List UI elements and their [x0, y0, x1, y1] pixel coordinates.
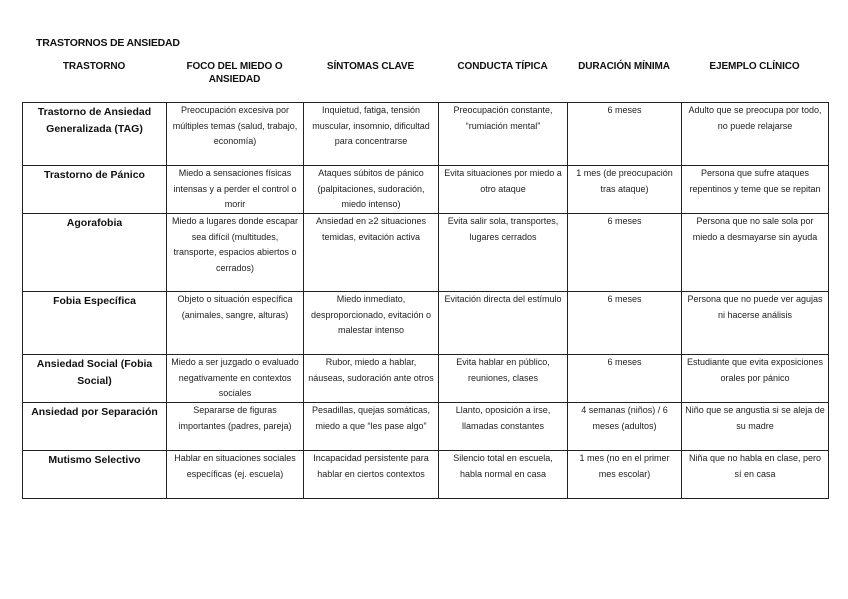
symptoms-cell: Inquietud, fatiga, tensión muscular, insomnio, dificultad para concentrarse [304, 103, 439, 166]
column-header-conducta: CONDUCTA TÍPICA [457, 61, 548, 72]
duration-cell: 6 meses [568, 292, 682, 355]
duration-cell: 6 meses [568, 355, 682, 403]
table-header [22, 58, 828, 88]
document-title: TRASTORNOS DE ANSIEDAD [36, 37, 180, 49]
focus-cell: Preocupación excesiva por múltiples temas (salud, trabajo, economía) [167, 103, 304, 166]
column-header-foco: FOCO DEL MIEDO O ANSIEDAD [186, 61, 283, 85]
table-row [23, 103, 829, 166]
disorder-name-cell: Ansiedad por Separación [23, 403, 167, 451]
column-header-sintomas: SÍNTOMAS CLAVE [326, 61, 415, 72]
disorder-name-cell: Agorafobia [23, 214, 167, 292]
symptoms-cell: Rubor, miedo a hablar, náuseas, sudoración ante otros [304, 355, 439, 403]
table-row [23, 403, 829, 451]
table-row [23, 166, 829, 214]
example-cell: Adulto que se preocupa por todo, no puede relajarse [682, 103, 829, 166]
symptoms-cell: Ansiedad en ≥2 situaciones temidas, evitación activa [304, 214, 439, 292]
duration-cell: 1 mes (de preocupación tras ataque) [568, 166, 682, 214]
disorder-name-cell: Mutismo Selectivo [23, 451, 167, 499]
example-cell: Persona que no sale sola por miedo a desmayarse sin ayuda [682, 214, 829, 292]
table-row [23, 214, 829, 292]
focus-cell: Objeto o situación específica (animales, sangre, alturas) [167, 292, 304, 355]
table-row [23, 451, 829, 499]
behavior-cell: Silencio total en escuela, habla normal en casa [439, 451, 568, 499]
symptoms-cell: Ataques súbitos de pánico (palpitaciones, sudoración, miedo intenso) [304, 166, 439, 214]
example-cell: Niña que no habla en clase, pero sí en casa [682, 451, 829, 499]
example-cell: Persona que no puede ver agujas ni hacerse análisis [682, 292, 829, 355]
duration-cell: 4 semanas (niños) / 6 meses (adultos) [568, 403, 682, 451]
symptoms-cell: Miedo inmediato, desproporcionado, evitación o malestar intenso [304, 292, 439, 355]
behavior-cell: Evitación directa del estímulo [439, 292, 568, 355]
focus-cell: Miedo a lugares donde escapar sea difícil (multitudes, transporte, espacios abiertos o cerrados) [167, 214, 304, 292]
disorder-name-cell: Trastorno de Pánico [23, 166, 167, 214]
duration-cell: 1 mes (no en el primer mes escolar) [568, 451, 682, 499]
focus-cell: Hablar en situaciones sociales específicas (ej. escuela) [167, 451, 304, 499]
disorder-name-cell: Ansiedad Social (Fobia Social) [23, 355, 167, 403]
focus-cell: Miedo a ser juzgado o evaluado negativamente en contextos sociales [167, 355, 304, 403]
behavior-cell: Evita salir sola, transportes, lugares cerrados [439, 214, 568, 292]
example-cell: Estudiante que evita exposiciones orales por pánico [682, 355, 829, 403]
symptoms-cell: Pesadillas, quejas somáticas, miedo a que “les pase algo” [304, 403, 439, 451]
column-header-ejemplo: EJEMPLO CLÍNICO [709, 61, 800, 72]
behavior-cell: Llanto, oposición a irse, llamadas constantes [439, 403, 568, 451]
disorder-name-cell: Fobia Específica [23, 292, 167, 355]
table-row [23, 355, 829, 403]
example-cell: Niño que se angustia si se aleja de su madre [682, 403, 829, 451]
column-header-duracion: DURACIÓN MÍNIMA [578, 61, 670, 72]
symptoms-cell: Incapacidad persistente para hablar en ciertos contextos [304, 451, 439, 499]
example-cell: Persona que sufre ataques repentinos y teme que se repitan [682, 166, 829, 214]
duration-cell: 6 meses [568, 103, 682, 166]
behavior-cell: Preocupación constante, “rumiación mental” [439, 103, 568, 166]
table-row [23, 292, 829, 355]
duration-cell: 6 meses [568, 214, 682, 292]
behavior-cell: Evita hablar en público, reuniones, clases [439, 355, 568, 403]
focus-cell: Miedo a sensaciones físicas intensas y a perder el control o morir [167, 166, 304, 214]
behavior-cell: Evita situaciones por miedo a otro ataque [439, 166, 568, 214]
disorder-name-cell: Trastorno de Ansiedad Generalizada (TAG) [23, 103, 167, 166]
focus-cell: Separarse de figuras importantes (padres, pareja) [167, 403, 304, 451]
column-header-trastorno: TRASTORNO [62, 61, 126, 72]
disorders-table [22, 102, 829, 499]
